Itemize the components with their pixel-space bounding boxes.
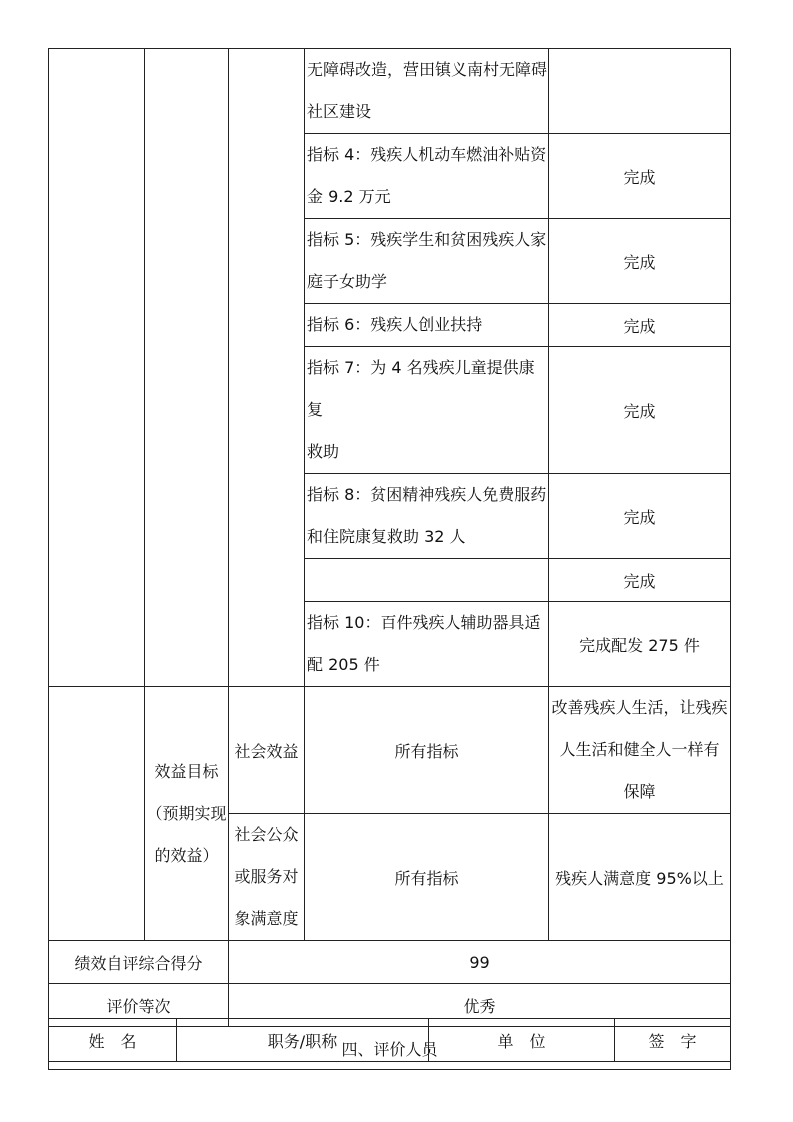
social-benefit-label: 社会效益 xyxy=(229,687,305,814)
title-header: 职务/职称 xyxy=(177,1019,429,1062)
benefit-category-cell: 效益目标 （预期实现 的效益） xyxy=(145,687,229,941)
section-title: 四、评价人员 xyxy=(49,1027,731,1070)
indicator-cell xyxy=(305,559,549,602)
grade-label: 评价等次 xyxy=(49,984,229,1027)
result-cell xyxy=(549,49,731,134)
indicator-cell: 所有指标 xyxy=(305,687,549,814)
indicator-cell: 无障碍改造，营田镇义南村无障碍 社区建设 xyxy=(305,49,549,134)
blank-cell xyxy=(49,687,145,941)
name-header: 姓 名 xyxy=(49,1019,177,1062)
blank-cell xyxy=(145,49,229,687)
result-cell: 完成 xyxy=(549,347,731,474)
reviewer-header-row xyxy=(49,1019,731,1062)
sign-header: 签 字 xyxy=(615,1019,731,1062)
score-value: 99 xyxy=(229,941,731,984)
table-row xyxy=(49,49,731,134)
result-cell: 完成 xyxy=(549,134,731,219)
unit-header: 单 位 xyxy=(429,1019,615,1062)
grade-value: 优秀 xyxy=(229,984,731,1027)
reviewer-header-table xyxy=(48,1018,731,1062)
indicator-cell: 指标 5：残疾学生和贫困残疾人家 庭子女助学 xyxy=(305,219,549,304)
indicator-cell: 指标 6：残疾人创业扶持 xyxy=(305,304,549,347)
result-cell: 残疾人满意度 95%以上 xyxy=(549,814,731,941)
indicator-cell: 所有指标 xyxy=(305,814,549,941)
result-cell: 完成 xyxy=(549,304,731,347)
indicator-cell: 指标 10：百件残疾人辅助器具适 配 205 件 xyxy=(305,602,549,687)
result-cell: 完成配发 275 件 xyxy=(549,602,731,687)
result-cell: 完成 xyxy=(549,474,731,559)
performance-table xyxy=(48,48,731,1070)
score-row xyxy=(49,941,731,984)
indicator-cell: 指标 8：贫困精神残疾人免费服药 和住院康复救助 32 人 xyxy=(305,474,549,559)
result-cell: 改善残疾人生活，让残疾 人生活和健全人一样有 保障 xyxy=(549,687,731,814)
result-cell: 完成 xyxy=(549,559,731,602)
satisfaction-label: 社会公众 或服务对 象满意度 xyxy=(229,814,305,941)
indicator-cell: 指标 4：残疾人机动车燃油补贴资 金 9.2 万元 xyxy=(305,134,549,219)
indicator-cell: 指标 7：为 4 名残疾儿童提供康复 救助 xyxy=(305,347,549,474)
result-cell: 完成 xyxy=(549,219,731,304)
score-label: 绩效自评综合得分 xyxy=(49,941,229,984)
blank-cell xyxy=(229,49,305,687)
blank-cell xyxy=(49,49,145,687)
table-row xyxy=(49,687,731,814)
